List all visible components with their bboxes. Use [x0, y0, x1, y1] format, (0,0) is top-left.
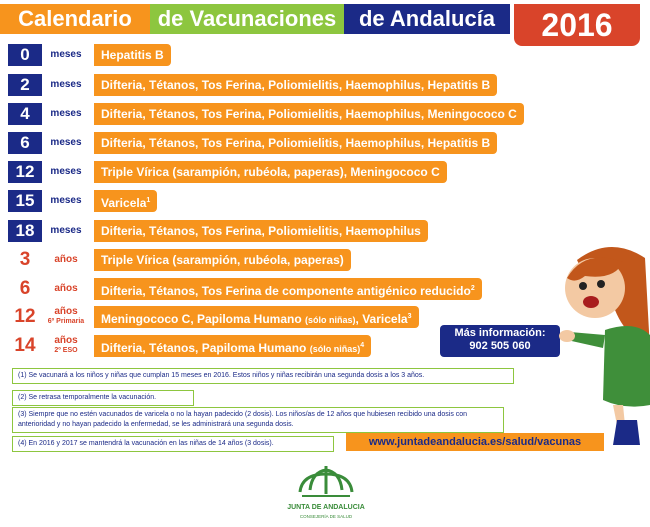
vaccine-list	[94, 306, 419, 328]
note-4: (4) En 2016 y 2017 se mantendrá la vacunación en las niñas de 14 años (3 dosis).	[12, 436, 334, 452]
age-unit-label: meses	[50, 225, 82, 236]
vaccine-list	[94, 278, 482, 300]
age-unit	[46, 249, 86, 271]
age-number: 0	[8, 44, 42, 66]
age-number: 6	[8, 132, 42, 154]
vaccine-list	[94, 190, 157, 212]
vaccine-text: Triple Vírica (sarampión, rubéola, paperas)	[101, 253, 344, 267]
age-number: 12	[8, 306, 42, 328]
more-info-phone[interactable]: 902 505 060	[469, 340, 531, 352]
vaccine-text: Difteria, Tétanos, Tos Ferina, Poliomielitis, Haemophilus	[101, 224, 421, 238]
vaccine-text: Varicela	[101, 196, 147, 210]
age-unit	[46, 278, 86, 300]
age-unit	[46, 190, 86, 212]
age-unit	[46, 307, 86, 329]
age-unit-label: meses	[50, 137, 82, 148]
footnote-ref: 4	[360, 342, 365, 349]
age-unit-label: meses	[50, 166, 82, 177]
school-grade: 6º Primaria	[47, 318, 85, 325]
junta-logo	[286, 460, 366, 522]
vaccine-list	[94, 161, 447, 183]
vaccine-text: Meningococo C, Papiloma Humano	[101, 312, 302, 326]
age-number: 2	[8, 74, 42, 96]
age-unit	[46, 44, 86, 66]
age-unit-label: meses	[50, 49, 82, 60]
vaccine-text: Difteria, Tétanos, Tos Ferina, Poliomielitis, Haemophilus, Hepatitis B	[101, 78, 491, 92]
age-number: 14	[8, 335, 42, 357]
age-unit	[46, 132, 86, 154]
age-unit-label: meses	[50, 195, 82, 206]
title-andalucia: de Andalucía	[344, 4, 510, 34]
footnote-ref: 2	[470, 285, 475, 292]
age-unit	[46, 161, 86, 183]
year-badge: 2016	[514, 4, 640, 46]
age-unit-label: años	[54, 254, 78, 265]
vaccine-note: (sólo niñas)	[309, 344, 361, 354]
footnote-ref: 1	[146, 197, 151, 204]
age-unit	[46, 74, 86, 96]
age-unit-label: meses	[50, 79, 82, 90]
age-number: 6	[8, 278, 42, 300]
vaccine-text: Difteria, Tétanos, Tos Ferina, Poliomielitis, Haemophilus, Meningococo C	[101, 107, 517, 121]
vaccine-list	[94, 249, 351, 271]
vaccine-text: Difteria, Tétanos, Tos Ferina de componente antigénico reducido	[101, 284, 471, 298]
age-number: 3	[8, 249, 42, 271]
age-unit	[46, 220, 86, 242]
note-2: (2) Se retrasa temporalmente la vacunación.	[12, 390, 194, 406]
vaccine-list	[94, 132, 497, 154]
age-unit-label: años	[54, 283, 78, 294]
footnote-ref: 3	[407, 313, 412, 320]
vaccine-text: Difteria, Tétanos, Papiloma Humano	[101, 341, 307, 355]
vaccine-note: (sólo niñas)	[305, 315, 356, 325]
vaccine-list	[94, 220, 428, 242]
girl-illustration	[555, 240, 650, 455]
age-unit	[46, 336, 86, 358]
vaccine-list	[94, 335, 371, 357]
title-vacunaciones: de Vacunaciones	[150, 4, 344, 34]
age-unit	[46, 103, 86, 125]
logo-line2: CONSEJERÍA DE SALUD	[299, 514, 353, 519]
age-number: 4	[8, 103, 42, 125]
vaccine-text: Triple Vírica (sarampión, rubéola, paperas), Meningococo C	[101, 165, 440, 179]
vaccine-text-after: , Varicela	[355, 312, 408, 326]
school-grade: 2º ESO	[54, 347, 78, 354]
vaccine-list	[94, 103, 524, 125]
vaccine-text: Hepatitis B	[101, 48, 164, 62]
vaccine-text: Difteria, Tétanos, Tos Ferina, Poliomielitis, Haemophilus, Hepatitis B	[101, 136, 491, 150]
note-1: (1) Se vacunará a los niños y niñas que cumplan 15 meses en 2016. Estos niños y niñas recibirán una segunda dosis a los 3 años.	[12, 368, 514, 384]
more-info-label: Más información:	[454, 327, 546, 339]
age-unit-label: meses	[50, 108, 82, 119]
age-unit-label: años	[54, 335, 78, 346]
age-number: 18	[8, 220, 42, 242]
more-info-box	[440, 325, 560, 357]
note-3: (3) Siempre que no estén vacunados de varicela o no la hayan padecido (2 dosis). Los niños/as de 12 años que hubiesen recibido una dosis con anterioridad y no hayan padecido la enfermedad, se les administrará una segunda dosis.	[12, 407, 504, 433]
age-number: 12	[8, 161, 42, 183]
vaccine-list	[94, 74, 497, 96]
logo-line1: JUNTA DE ANDALUCIA	[287, 504, 365, 511]
title-calendario: Calendario	[0, 4, 150, 34]
age-unit-label: años	[54, 306, 78, 317]
vaccine-list	[94, 44, 171, 66]
website-link[interactable]: www.juntadeandalucia.es/salud/vacunas	[346, 433, 604, 451]
age-number: 15	[8, 190, 42, 212]
